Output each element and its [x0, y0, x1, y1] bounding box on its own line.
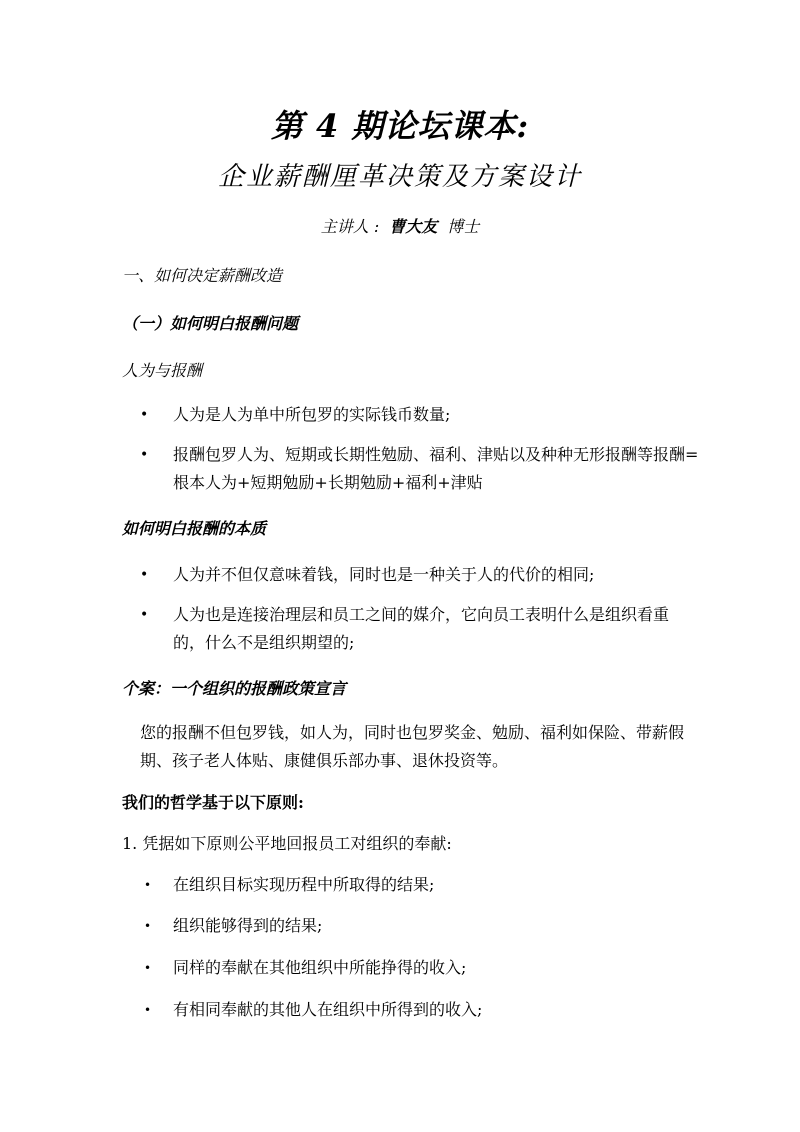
document-title: 第 4 期论坛课本:: [270, 107, 530, 145]
bullet-icon: •: [140, 607, 149, 623]
speaker-degree: 博士: [447, 217, 480, 236]
subsection-heading-1: （一）如何明白报酬问题: [122, 314, 299, 333]
speaker-name: 曹大友: [389, 217, 438, 236]
heading-philosophy: 我们的哲学基于以下原则:: [122, 793, 304, 812]
list-item: • 报酬包罗人为、短期或长期性勉励、福利、津贴以及种种无形报酬等报酬=根本人为+短期勉励+长期勉励+福利+津贴: [140, 441, 700, 497]
list-item: • 有相同奉献的其他人在组织中所得到的收入;: [140, 996, 700, 1024]
section-heading-1: 一、如何决定薪酬改造: [122, 266, 283, 285]
heading-wages-and-pay: 人为与报酬: [122, 361, 203, 380]
document-subtitle: 企业薪酬厘革决策及方案设计: [217, 162, 582, 192]
numbered-item-1: 1. 凭据如下原则公平地回报员工对组织的奉献:: [122, 834, 452, 853]
bullet-icon: •: [144, 1003, 152, 1017]
bullet-icon: •: [144, 878, 152, 892]
list-item: • 在组织目标实现历程中所取得的结果;: [140, 871, 700, 899]
bullet-icon: •: [140, 407, 149, 423]
list-item: • 同样的奉献在其他组织中所能挣得的收入;: [140, 954, 700, 982]
speaker-line: [0, 215, 800, 239]
list-item: • 人为是人为单中所包罗的实际钱币数量;: [140, 401, 700, 429]
list-item: • 人为并不但仅意味着钱，同时也是一种关于人的代价的相同;: [140, 561, 700, 589]
list-item: • 组织能够得到的结果;: [140, 912, 700, 940]
heading-case-study: 个案：一个组织的报酬政策宣言: [122, 679, 347, 698]
list-item: • 人为也是连接治理层和员工之间的媒介，它向员工表明什么是组织看重的，什么不是组织期望的;: [140, 601, 700, 657]
heading-pay-essence: 如何明白报酬的本质: [122, 519, 267, 538]
speaker-label: 主讲人 :: [320, 217, 380, 236]
bullet-icon: •: [144, 919, 152, 933]
case-paragraph: 您的报酬不但包罗钱，如人为，同时也包罗奖金、勉励、福利如保险、带薪假期、孩子老人体贴、康健俱乐部办事、退休投资等。: [140, 723, 685, 770]
bullet-icon: •: [140, 567, 149, 583]
bullet-icon: •: [140, 447, 149, 463]
bullet-icon: •: [144, 961, 152, 975]
